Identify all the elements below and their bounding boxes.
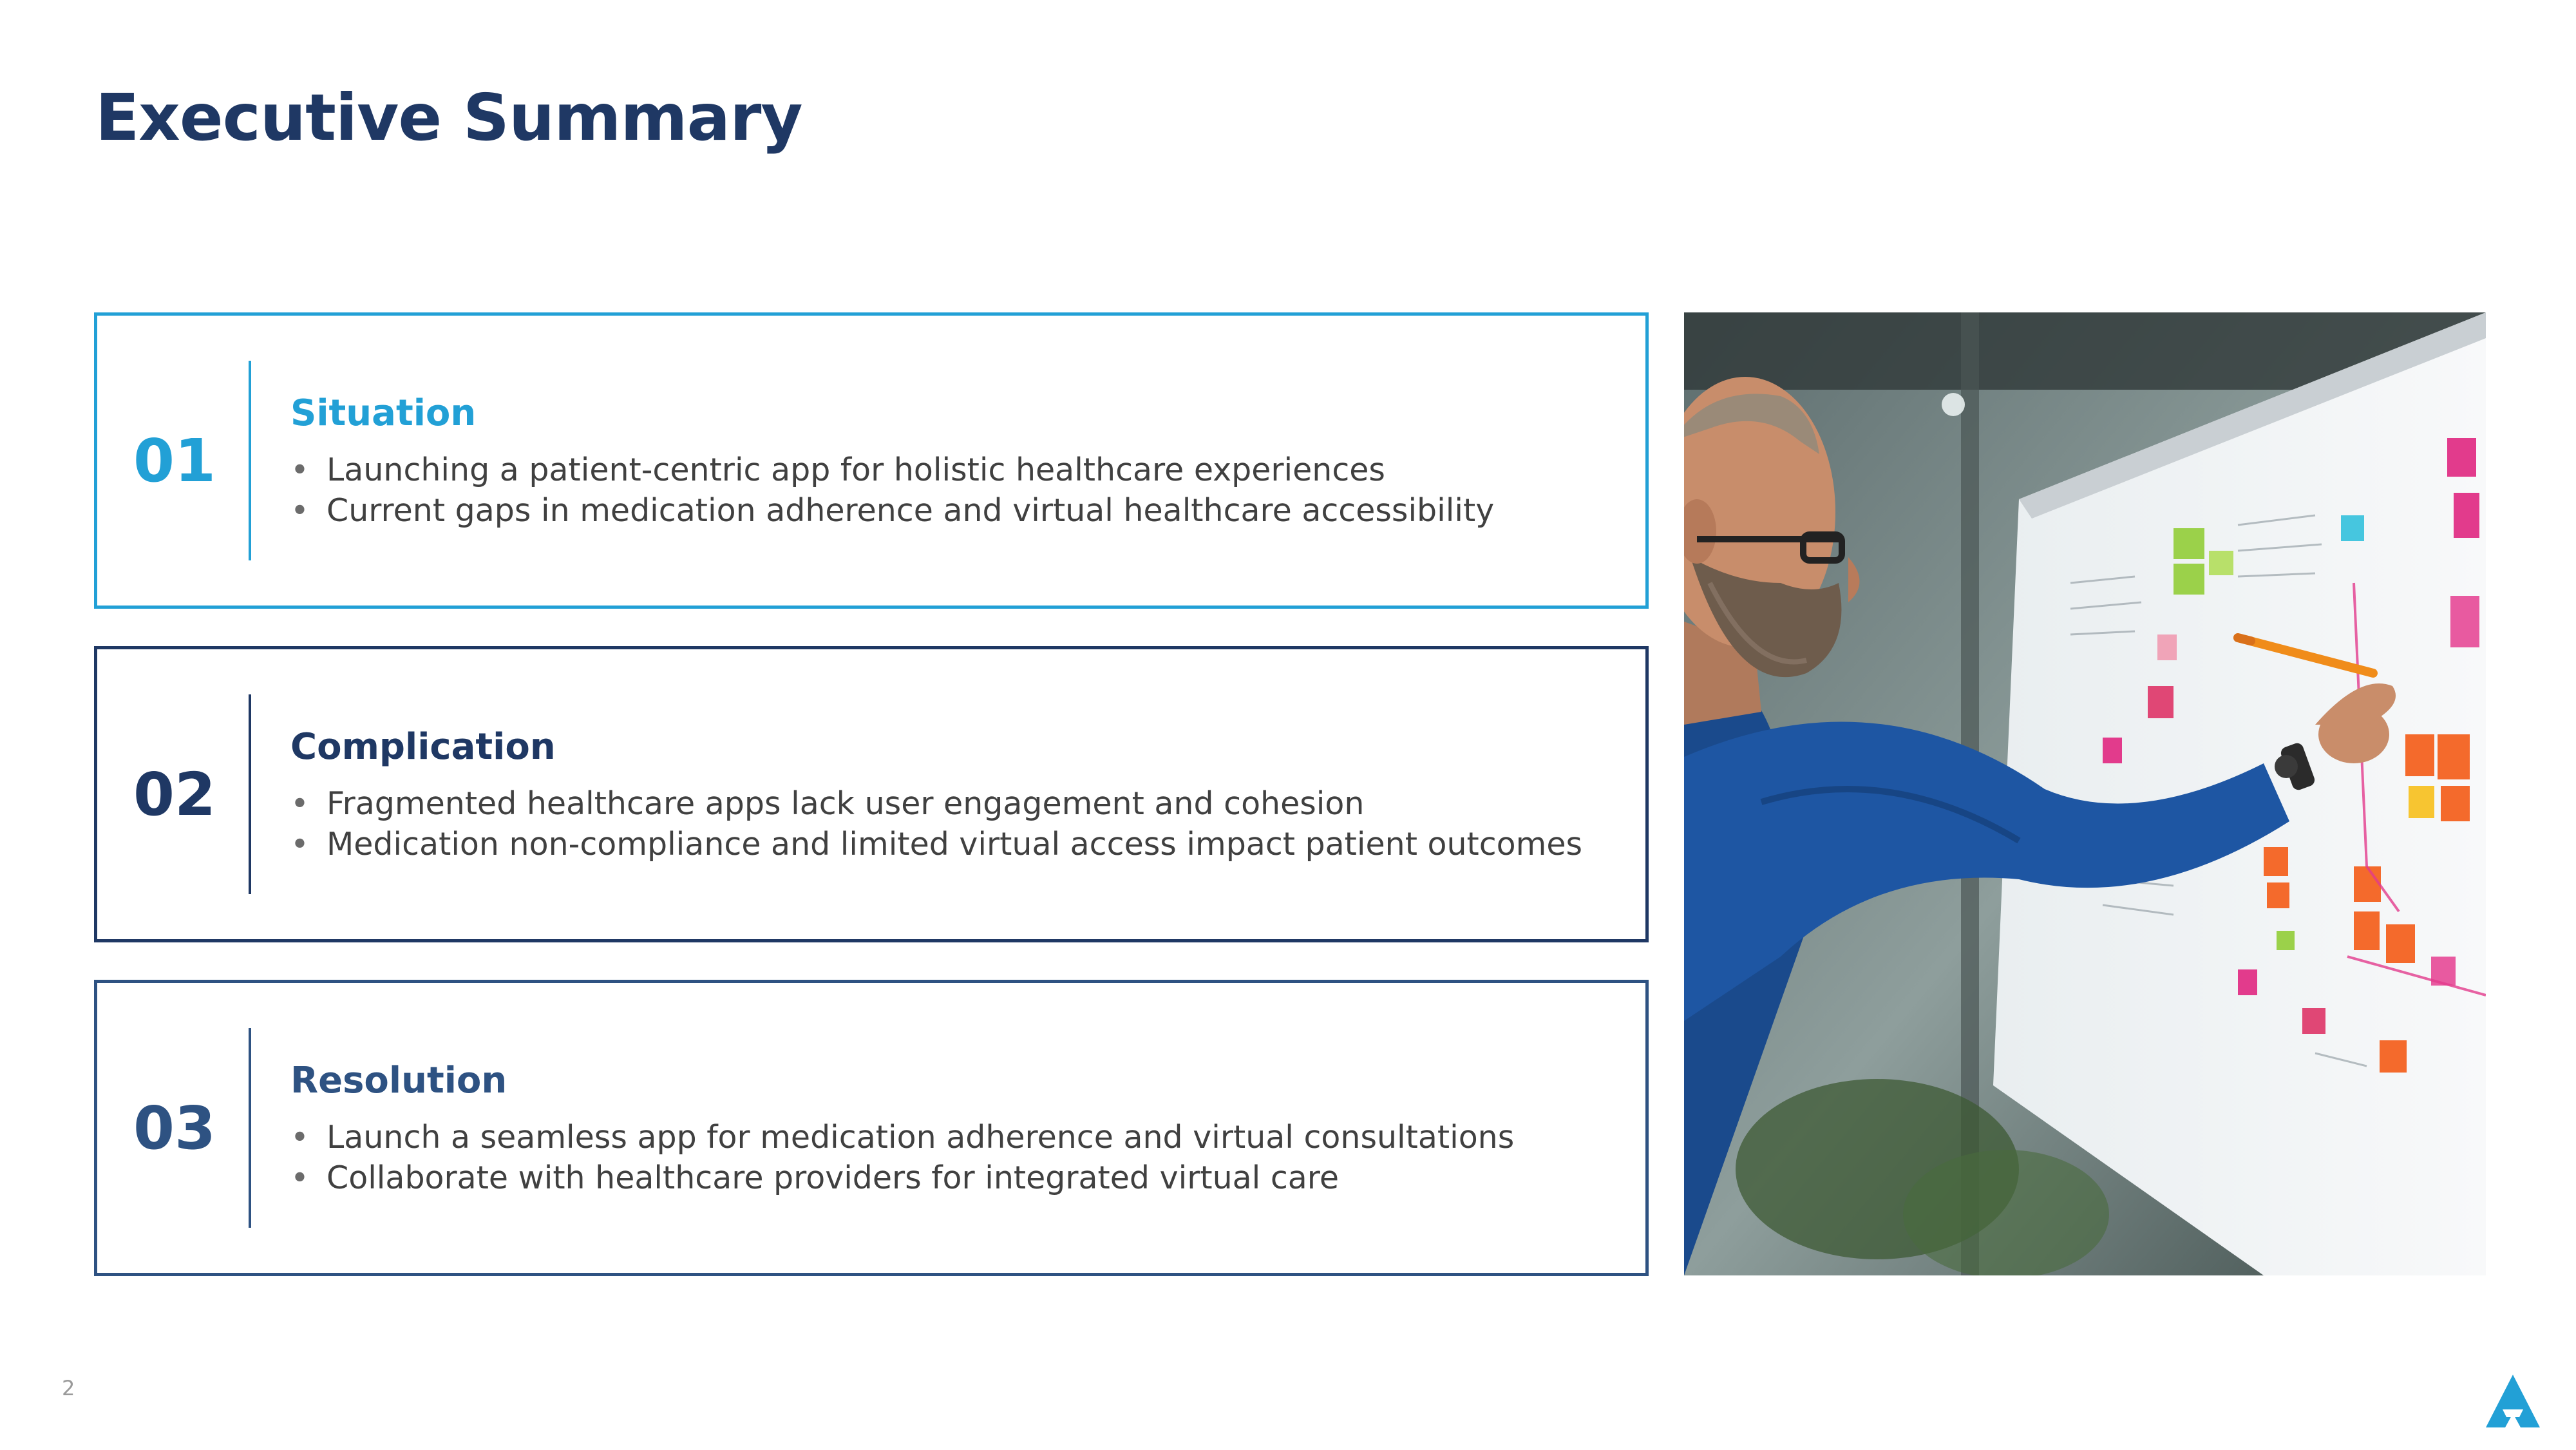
photo-illustration [1684, 312, 2486, 1275]
bullet-item: • Medication non-compliance and limited virtual access impact patient outcomes [290, 824, 1607, 864]
situation-heading: Situation [290, 392, 477, 434]
situation-card [94, 312, 1649, 609]
complication-number: 02 [133, 759, 216, 829]
bullet-item: • Current gaps in medication adherence and virtual healthcare accessibility [290, 490, 1607, 531]
photo-man-at-whiteboard [1684, 312, 2486, 1275]
complication-card [94, 646, 1649, 942]
resolution-heading: Resolution [290, 1060, 507, 1102]
page-number: 2 [62, 1376, 75, 1400]
resolution-number: 03 [133, 1093, 216, 1163]
bullet-item: • Launching a patient-centric app for holistic healthcare experiences [290, 450, 1607, 490]
resolution-bullets [290, 1117, 1607, 1198]
bullet-item: • Fragmented healthcare apps lack user engagement and cohesion [290, 783, 1607, 824]
situation-divider [249, 361, 251, 560]
complication-bullets [290, 783, 1607, 864]
situation-number: 01 [133, 426, 216, 495]
bullet-item: • Collaborate with healthcare providers for integrated virtual care [290, 1158, 1607, 1198]
page-title: Executive Summary [95, 80, 802, 155]
a-triangle-logo-icon [2483, 1372, 2543, 1431]
complication-heading: Complication [290, 726, 556, 768]
resolution-divider [249, 1028, 251, 1228]
resolution-card [94, 980, 1649, 1276]
complication-divider [249, 694, 251, 894]
situation-bullets [290, 450, 1607, 531]
bullet-item: • Launch a seamless app for medication adherence and virtual consultations [290, 1117, 1607, 1158]
